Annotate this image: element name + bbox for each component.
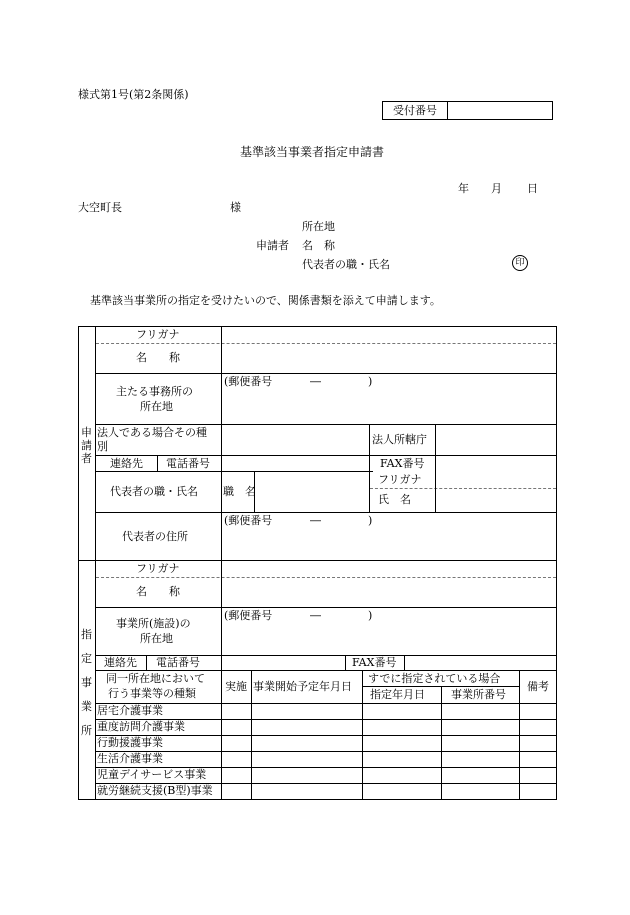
rep-address-field[interactable] [222, 513, 556, 560]
corp-office-label: 法人所轄庁 [372, 433, 427, 446]
service-row-label: 重度訪問介護事業 [97, 720, 185, 733]
applicant-address-label: 所在地 [302, 220, 335, 233]
applicant-fax-label: FAX番号 [380, 457, 425, 470]
service-implement-cell[interactable] [222, 768, 251, 783]
col-office-number: 事業所番号 [451, 688, 506, 701]
col-service-type-2: 行う事業等の種類 [108, 687, 196, 700]
col-remarks: 備考 [527, 680, 549, 693]
postal-code-dash: ― [310, 375, 321, 388]
rep-postal-dash: ― [310, 514, 321, 527]
service-implement-cell[interactable] [222, 704, 251, 719]
facility-office-label-1: 事業所(施設)の [116, 617, 191, 630]
service-implement-cell[interactable] [222, 784, 251, 799]
col-implement: 実施 [225, 680, 247, 693]
receipt-number-box [382, 101, 553, 120]
form-number: 様式第1号(第2条関係) [78, 88, 189, 101]
applicant-group-label: 申請者 [256, 239, 289, 252]
rep-furigana-label: フリガナ [378, 473, 422, 486]
facility-fax-label: FAX番号 [352, 656, 397, 669]
rep-postal-suffix: ) [368, 514, 373, 527]
main-office-label-2: 所在地 [140, 400, 173, 413]
facility-postal-dash: ― [310, 609, 321, 622]
applicant-contact-label: 連絡先 [110, 457, 143, 470]
col-start-date: 事業開始予定年月日 [253, 680, 352, 693]
facility-furigana-label: フリガナ [136, 562, 180, 575]
date-year: 年 [458, 182, 469, 195]
applicant-side-label: 申 請 者 [81, 426, 92, 465]
facility-phone-field[interactable] [222, 656, 345, 670]
applicant-name-label-cell: 名 称 [136, 351, 180, 364]
applicant-name-field[interactable] [222, 344, 556, 373]
date-month: 月 [491, 182, 502, 195]
applicant-furigana-field[interactable] [222, 327, 556, 343]
facility-name-field[interactable] [222, 578, 556, 607]
facility-office-label-2: 所在地 [140, 632, 173, 645]
seal-mark: 印 [512, 255, 528, 271]
facility-contact-label: 連絡先 [104, 656, 137, 669]
addressee-town: 大空町長 [78, 201, 122, 214]
corp-office-field[interactable] [436, 425, 556, 455]
date-day: 日 [527, 182, 538, 195]
facility-office-field[interactable] [222, 608, 556, 655]
service-row-label: 行動援護事業 [97, 736, 163, 749]
rep-name-field[interactable] [436, 489, 556, 512]
receipt-number-field[interactable] [448, 102, 552, 119]
rep-name-label: 氏 名 [378, 493, 411, 506]
receipt-number-label: 受付番号 [383, 102, 448, 119]
corp-type-label-1: 法人である場合その種 [97, 426, 207, 439]
facility-postal-prefix: (郵便番号 [224, 609, 273, 622]
rep-furigana-field[interactable] [436, 472, 556, 488]
service-row-label: 生活介護事業 [97, 752, 163, 765]
col-already-designated: すでに指定されている場合 [368, 672, 501, 685]
applicant-fax-field[interactable] [436, 456, 556, 471]
col-service-type-1: 同一所在地において [106, 672, 205, 685]
main-office-field[interactable] [222, 374, 556, 424]
service-row-label: 児童デイサービス事業 [97, 768, 207, 781]
postal-code-prefix: (郵便番号 [224, 375, 273, 388]
service-implement-cell[interactable] [222, 720, 251, 735]
document-title: 基準該当事業者指定申請書 [240, 145, 385, 159]
corp-type-label-2: 別 [97, 440, 108, 453]
facility-side-label: 指 定 事 業 所 [81, 628, 92, 737]
facility-furigana-field[interactable] [222, 561, 556, 577]
corp-type-field[interactable] [222, 425, 369, 455]
rep-address-label: 代表者の住所 [122, 530, 188, 543]
facility-name-label: 名 称 [136, 585, 180, 598]
facility-phone-label: 電話番号 [156, 656, 200, 669]
service-row-label: 居宅介護事業 [97, 704, 163, 717]
col-designated-date: 指定年月日 [370, 688, 425, 701]
postal-code-suffix: ) [368, 375, 373, 388]
facility-fax-field[interactable] [405, 656, 556, 670]
application-statement: 基準該当事業所の指定を受けたいので、関係書類を添えて申請します。 [90, 294, 441, 307]
applicant-furigana-label: フリガナ [136, 328, 180, 341]
facility-postal-suffix: ) [368, 609, 373, 622]
rep-title-label: 職 名 [223, 485, 256, 498]
main-office-label-1: 主たる事務所の [116, 385, 193, 398]
applicant-phone-field[interactable] [222, 456, 369, 471]
rep-label: 代表者の職・氏名 [110, 485, 198, 498]
service-implement-cell[interactable] [222, 752, 251, 767]
applicant-phone-label: 電話番号 [166, 457, 210, 470]
rep-postal-prefix: (郵便番号 [224, 514, 273, 527]
addressee-honorific: 様 [230, 201, 241, 214]
service-implement-cell[interactable] [222, 736, 251, 751]
service-row-label: 就労継続支援(B型)事業 [97, 784, 213, 797]
applicant-rep-label: 代表者の職・氏名 [302, 258, 390, 271]
rep-title-field[interactable] [255, 472, 369, 512]
applicant-name-label: 名 称 [302, 239, 335, 252]
